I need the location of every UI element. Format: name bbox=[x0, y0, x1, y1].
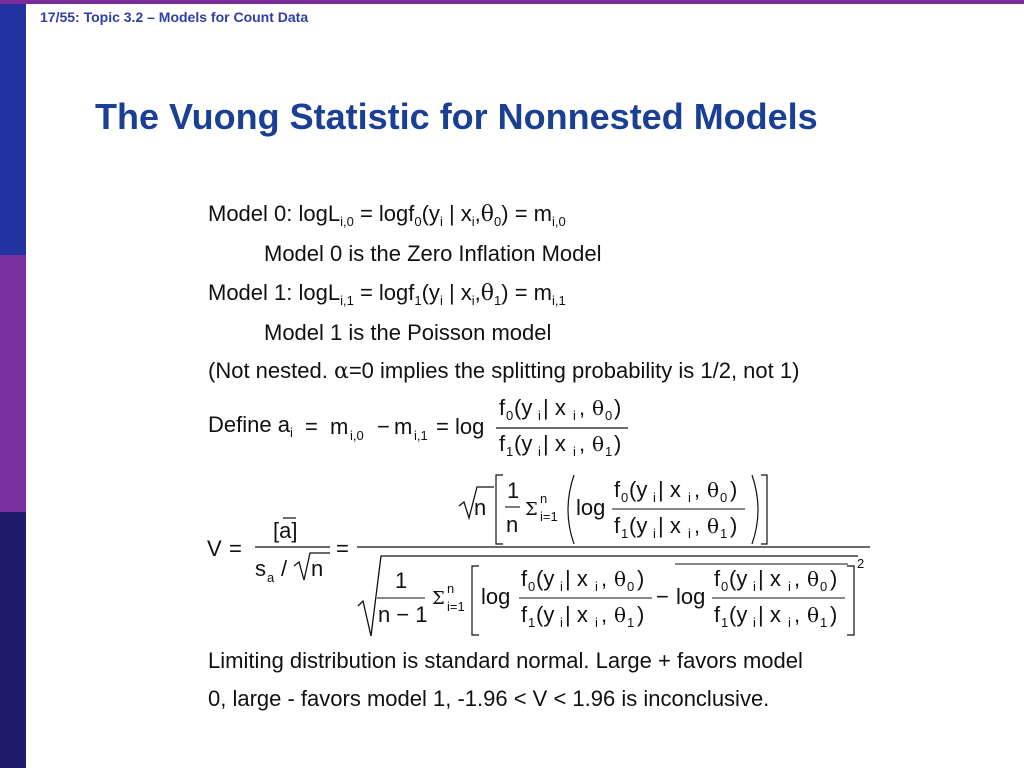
slide-header-label: 17/55: Topic 3.2 – Models for Count Data bbox=[40, 9, 309, 25]
svg-text:,: , bbox=[601, 566, 608, 591]
svg-text:i: i bbox=[595, 579, 598, 594]
svg-text:(y: (y bbox=[629, 477, 648, 502]
svg-text:n: n bbox=[540, 491, 548, 506]
svg-text:θ: θ bbox=[807, 603, 820, 627]
svg-text:f: f bbox=[499, 395, 506, 420]
svg-text:= log: = log bbox=[436, 414, 485, 439]
svg-text:Σ: Σ bbox=[525, 499, 538, 520]
svg-text:i,1: i,1 bbox=[414, 428, 428, 443]
svg-text:i: i bbox=[653, 526, 656, 541]
svg-text:f: f bbox=[521, 602, 528, 627]
svg-text:0: 0 bbox=[627, 579, 635, 594]
svg-text:i: i bbox=[753, 615, 756, 630]
svg-text:): ) bbox=[614, 431, 622, 456]
model0-definition: Model 0: $\log L_{i,0} = \log f_0(y_i$ | $x_i,\theta_0) = m_{i,0}$ bbox=[208, 201, 566, 229]
svg-text:,: , bbox=[579, 431, 586, 456]
svg-text:0: 0 bbox=[721, 579, 729, 594]
svg-text:f: f bbox=[614, 513, 621, 538]
svg-text:1: 1 bbox=[720, 526, 728, 541]
svg-text:f: f bbox=[499, 431, 506, 456]
svg-text:θ: θ bbox=[614, 567, 627, 591]
conclusion-line-2: 0, large - favors model 1, -1.96 < V < 1.96 is inconclusive. bbox=[208, 686, 770, 711]
svg-text:i: i bbox=[573, 408, 576, 423]
svg-text:n − 1: n − 1 bbox=[378, 602, 428, 627]
svg-text:n: n bbox=[506, 512, 519, 537]
svg-text:0: 0 bbox=[720, 490, 728, 505]
svg-text:): ) bbox=[830, 566, 838, 591]
model1-definition: Model 1: $\log L_{i,1} = \log f_1(y_i$ | $x_i,\theta_1) = m_{i,1}$ bbox=[208, 280, 566, 308]
svg-text:,: , bbox=[794, 602, 801, 627]
svg-text:=: = bbox=[336, 536, 349, 561]
svg-text:): ) bbox=[830, 602, 838, 627]
svg-text:i: i bbox=[560, 579, 563, 594]
svg-text:): ) bbox=[730, 513, 738, 538]
svg-text:1: 1 bbox=[627, 615, 635, 630]
svg-text:s: s bbox=[255, 556, 266, 581]
svg-text:θ: θ bbox=[807, 567, 820, 591]
svg-text:i=1: i=1 bbox=[447, 599, 465, 614]
svg-text:θ: θ bbox=[707, 514, 720, 538]
svg-text:2: 2 bbox=[857, 556, 865, 571]
svg-text:1: 1 bbox=[621, 526, 629, 541]
svg-text:0: 0 bbox=[605, 408, 613, 423]
svg-text:| x: | x bbox=[758, 602, 781, 627]
svg-text:i: i bbox=[688, 490, 691, 505]
svg-text:i: i bbox=[573, 444, 576, 459]
svg-text:1: 1 bbox=[820, 615, 828, 630]
svg-text:−: − bbox=[656, 584, 669, 609]
svg-text:−: − bbox=[377, 414, 390, 439]
svg-text:1: 1 bbox=[395, 568, 408, 593]
svg-text:(y: (y bbox=[536, 566, 555, 591]
svg-text:0: 0 bbox=[506, 408, 514, 423]
svg-text:| x: | x bbox=[543, 395, 566, 420]
svg-text:,: , bbox=[694, 513, 701, 538]
svg-text:1: 1 bbox=[605, 444, 613, 459]
svg-text:(y: (y bbox=[514, 395, 533, 420]
svg-text:| x: | x bbox=[543, 431, 566, 456]
svg-text:f: f bbox=[714, 602, 721, 627]
svg-text:f: f bbox=[714, 566, 721, 591]
svg-text:θ: θ bbox=[592, 432, 605, 456]
svg-text:Σ: Σ bbox=[432, 588, 445, 609]
svg-text:m: m bbox=[330, 414, 349, 439]
svg-text:0: 0 bbox=[820, 579, 828, 594]
svg-text:i: i bbox=[688, 526, 691, 541]
svg-text:θ: θ bbox=[707, 478, 720, 502]
svg-text:log: log bbox=[576, 495, 606, 520]
svg-text:a: a bbox=[267, 570, 275, 585]
svg-text:(y: (y bbox=[729, 602, 748, 627]
svg-text:=: = bbox=[229, 536, 242, 561]
svg-text:i: i bbox=[595, 615, 598, 630]
svg-text:V: V bbox=[207, 536, 222, 561]
svg-text:,: , bbox=[601, 602, 608, 627]
svg-text:): ) bbox=[730, 477, 738, 502]
svg-text:1: 1 bbox=[506, 444, 514, 459]
svg-text:): ) bbox=[637, 602, 645, 627]
svg-text:f: f bbox=[614, 477, 621, 502]
svg-text:n: n bbox=[474, 495, 487, 520]
svg-text:1: 1 bbox=[528, 615, 536, 630]
svg-text:0: 0 bbox=[528, 579, 536, 594]
svg-text:m: m bbox=[394, 414, 413, 439]
svg-text:| x: | x bbox=[565, 566, 588, 591]
svg-text:| x: | x bbox=[758, 566, 781, 591]
model0-description: Model 0 is the Zero Inflation Model bbox=[264, 241, 602, 266]
svg-text:i: i bbox=[560, 615, 563, 630]
svg-text:log: log bbox=[676, 584, 706, 609]
svg-text:i: i bbox=[753, 579, 756, 594]
conclusion-line-1: Limiting distribution is standard normal. Large + favors model bbox=[208, 648, 803, 673]
svg-text:/: / bbox=[281, 556, 288, 581]
svg-text:(y: (y bbox=[729, 566, 748, 591]
svg-text:,: , bbox=[694, 477, 701, 502]
svg-text:): ) bbox=[637, 566, 645, 591]
svg-text:i=1: i=1 bbox=[540, 509, 558, 524]
svg-text:i: i bbox=[788, 615, 791, 630]
slide-title: The Vuong Statistic for Nonnested Models bbox=[95, 96, 818, 137]
define-equation bbox=[305, 395, 628, 459]
svg-text:(y: (y bbox=[536, 602, 555, 627]
vuong-statistic-equation bbox=[207, 475, 870, 636]
svg-text:θ: θ bbox=[614, 603, 627, 627]
svg-text:,: , bbox=[579, 395, 586, 420]
svg-text:i: i bbox=[538, 408, 541, 423]
svg-text:i: i bbox=[538, 444, 541, 459]
svg-text:n: n bbox=[311, 556, 324, 581]
svg-text:n: n bbox=[447, 581, 455, 596]
model1-description: Model 1 is the Poisson model bbox=[264, 320, 552, 345]
svg-text:| x: | x bbox=[658, 477, 681, 502]
svg-text:log: log bbox=[481, 584, 511, 609]
svg-text:0: 0 bbox=[621, 490, 629, 505]
svg-text:θ: θ bbox=[592, 396, 605, 420]
svg-text:f: f bbox=[521, 566, 528, 591]
svg-text:[a]: [a] bbox=[273, 518, 298, 543]
define-label: Define $a_i$ bbox=[208, 412, 293, 440]
svg-text:i: i bbox=[788, 579, 791, 594]
svg-text:(y: (y bbox=[514, 431, 533, 456]
svg-text:=: = bbox=[305, 414, 318, 439]
svg-text:(y: (y bbox=[629, 513, 648, 538]
svg-text:| x: | x bbox=[658, 513, 681, 538]
svg-text:1: 1 bbox=[721, 615, 729, 630]
svg-text:,: , bbox=[794, 566, 801, 591]
svg-text:): ) bbox=[614, 395, 622, 420]
svg-text:1: 1 bbox=[507, 478, 520, 503]
svg-text:| x: | x bbox=[565, 602, 588, 627]
nesting-note: (Not nested. α=0 implies the splitting probability is 1/2, not 1) bbox=[208, 358, 800, 384]
svg-text:i: i bbox=[653, 490, 656, 505]
svg-text:i,0: i,0 bbox=[350, 428, 364, 443]
